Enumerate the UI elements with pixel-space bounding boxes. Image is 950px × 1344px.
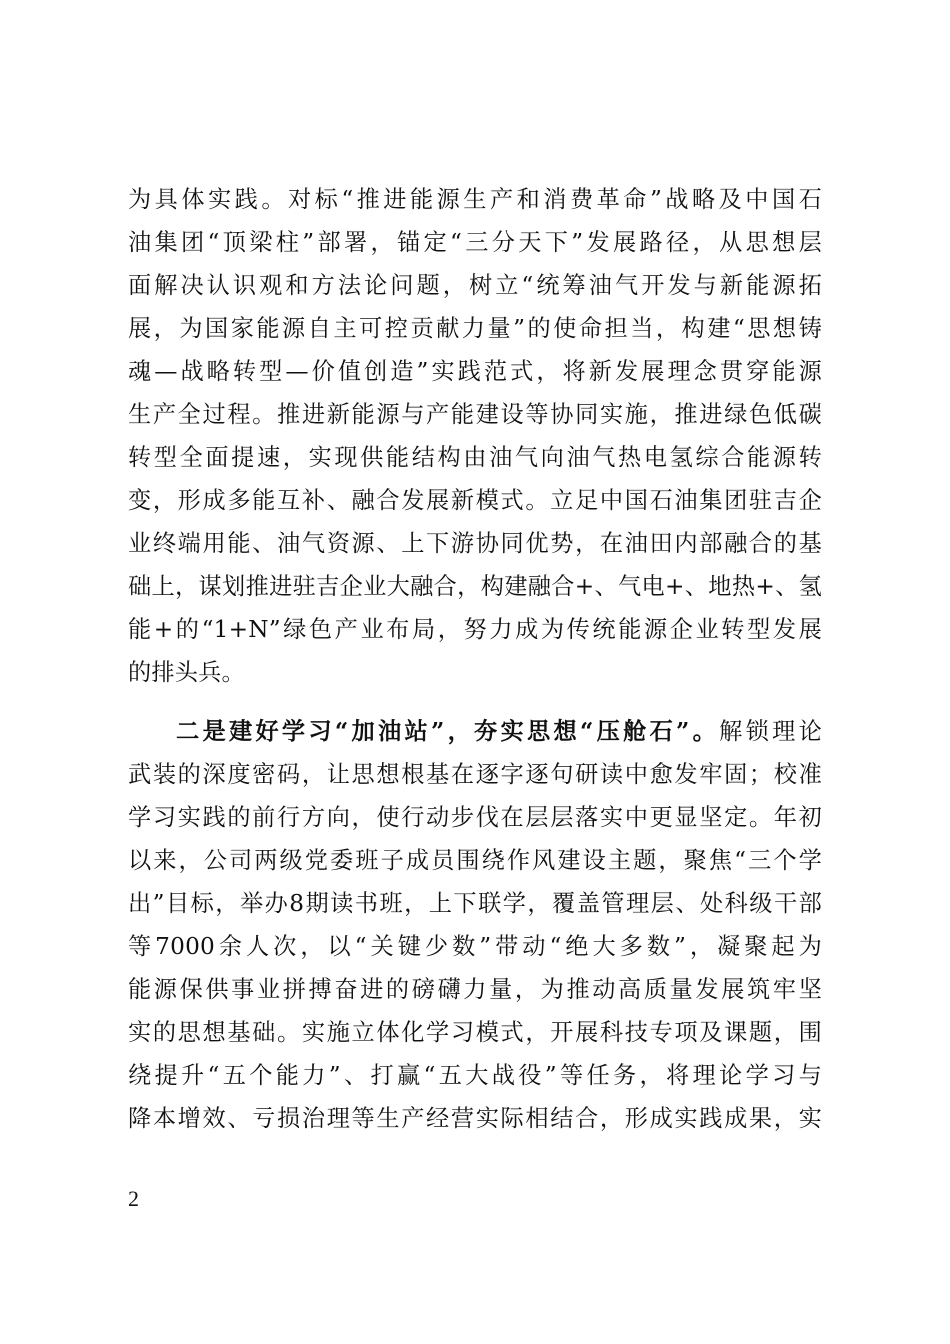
paragraph-2-line-3: 学习实践的前行方向，使行动步伐在层层落实中更显坚定。年初 [128,804,822,831]
paragraph-1-line-7: 转型全面提速，实现供能结构由油气向油气热电氢综合能源转 [128,444,822,471]
paragraph-2-line-4: 以来，公司两级党委班子成员围绕作风建设主题，聚焦“三个学 [128,847,822,874]
paragraph-1-line-5: 魂—战略转型—价值创造”实践范式，将新发展理念贯穿能源 [128,358,822,385]
paragraph-2-line-9: 绕提升“五个能力”、打赢“五大战役”等任务，将理论学习与 [128,1062,822,1089]
paragraph-2-first-line [176,710,822,754]
paragraph-1-line-12: 的排头兵。 [128,659,245,686]
paragraph-1-line-8: 变，形成多能互补、融合发展新模式。立足中国石油集团驻吉企 [128,487,822,514]
paragraph-1-line-2: 油集团“顶梁柱”部署，锚定“三分天下”发展路径，从思想层 [128,229,822,256]
paragraph-2-line-8: 实的思想基础。实施立体化学习模式，开展科技专项及课题，围 [128,1019,822,1046]
section-heading-continuation: 解锁理论 [719,718,822,745]
paragraph-1-line-10: 础上，谋划推进驻吉企业大融合，构建融合+、气电+、地热+、氢 [128,573,822,600]
paragraph-1-line-1: 为具体实践。对标“推进能源生产和消费革命”战略及中国石 [128,186,822,213]
paragraph-1-line-3: 面解决认识观和方法论问题，树立“统筹油气开发与新能源拓 [128,272,822,299]
section-heading: 二是建好学习“加油站”，夯实思想“压舱石”。 [176,718,720,745]
paragraph-2-line-2: 武装的深度密码，让思想根基在逐字逐句研读中愈发牢固；校准 [128,761,822,788]
paragraph-1-line-11: 能+的“1+N”绿色产业布局，努力成为传统能源企业转型发展 [128,616,822,643]
paragraph-2-line-10: 降本增效、亏损治理等生产经营实际相结合，形成实践成果，实 [128,1105,822,1132]
page-number: 2 [128,1186,139,1211]
paragraph-1-line-4: 展，为国家能源自主可控贡献力量”的使命担当，构建“思想铸 [128,315,822,342]
paragraph-1-line-6: 生产全过程。推进新能源与产能建设等协同实施，推进绿色低碳 [128,401,822,428]
paragraph-2-line-7: 能源保供事业拼搏奋进的磅礴力量，为推动高质量发展筑牢坚 [128,976,822,1003]
paragraph-1-line-9: 业终端用能、油气资源、上下游协同优势，在油田内部融合的基 [128,530,822,557]
paragraph-2-line-5: 出”目标，举办8期读书班，上下联学，覆盖管理层、处科级干部 [128,890,822,917]
paragraph-2-line-6: 等7000余人次，以“关键少数”带动“绝大多数”，凝聚起为 [128,933,822,960]
